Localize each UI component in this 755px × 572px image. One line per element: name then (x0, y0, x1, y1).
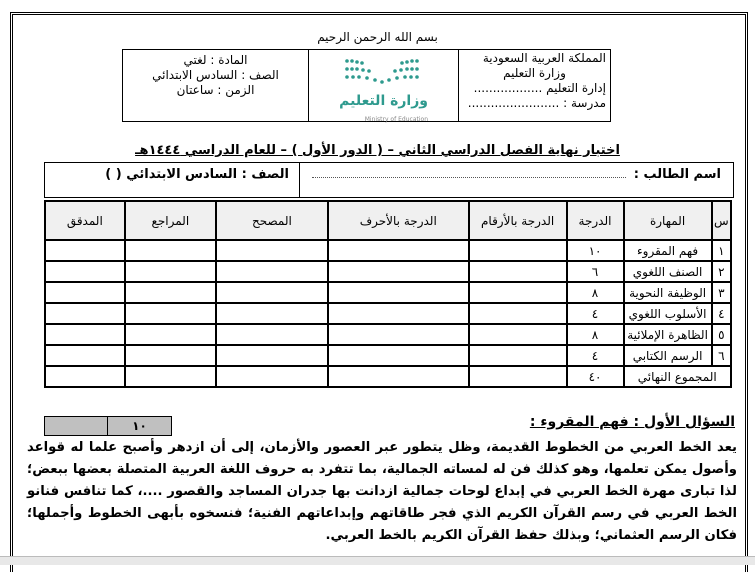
row-score-digits[interactable] (469, 282, 567, 303)
grades-row (45, 282, 731, 303)
student-name-blank[interactable] (312, 167, 626, 178)
row-skill: فهم المقروء (624, 240, 712, 261)
row-score-letters[interactable] (328, 303, 469, 324)
grades-row (45, 261, 731, 282)
row-corrector[interactable] (216, 282, 328, 303)
header-score-letters: الدرجة بالأحرف (328, 201, 469, 240)
row-number: ١ (712, 240, 731, 261)
header-number: س (712, 201, 731, 240)
question1-passage: يعد الخط العربي من الخطوط القديمة، وظل يتطور عبر العصور والأزمان، إلى أن ازدهر وأصبح علما له قواعد وأصول يمكن تعلمها، وهو كذلك فن له لمساته الجمالية، بما تتفرد به حروف اللغة العربية المتصلة بعضها ببعض؛ لذا تبارى مهرة الخط العربي في إبداع لوحات جمالية ازدانت بها جدران المساجد والقصور ....، كما تنافس فنانو الخط العربي في رسم القرآن الكريم الذي فجر طاقاتهم وإبداعاتهم الفنية؛ فنسخوه بأبهى الخطوط وأجملها؛ فكان الرسم العثماني؛ وبذلك حفظ القرآن الكريم بالخط العربي. (27, 440, 737, 543)
row-number: ٤ (712, 303, 731, 324)
row-corrector[interactable] (216, 345, 328, 366)
question1-score-blank[interactable] (45, 417, 107, 435)
row-max-score: ٤ (567, 345, 624, 366)
header-corrector: المصحح (216, 201, 328, 240)
row-max-score: ١٠ (567, 240, 624, 261)
student-name-field[interactable] (299, 163, 733, 197)
logo-arabic-text: وزارة التعليم (339, 93, 428, 109)
ministry-label: وزارة التعليم (503, 66, 566, 80)
row-skill: الظاهرة الإملائية (624, 324, 712, 345)
row-reviewer[interactable] (125, 324, 216, 345)
row-reviewer[interactable] (125, 303, 216, 324)
grades-row (45, 240, 731, 261)
exam-title: اختبار نهاية الفصل الدراسي الثاني – ( الدور الأول ) – للعام الدراسي ١٤٤٤هـ (135, 143, 620, 158)
grades-total-row (45, 366, 731, 387)
row-score-digits[interactable] (469, 345, 567, 366)
total-blank-cell[interactable] (216, 366, 328, 387)
question1-heading: السؤال الأول : فهم المقروء : (529, 414, 735, 430)
row-score-letters[interactable] (328, 282, 469, 303)
grades-row (45, 303, 731, 324)
row-checker[interactable] (45, 240, 125, 261)
row-corrector[interactable] (216, 303, 328, 324)
header-ministry-info (458, 50, 610, 121)
row-reviewer[interactable] (125, 240, 216, 261)
row-skill: الوظيفة النحوية (624, 282, 712, 303)
total-blank-cell[interactable] (328, 366, 469, 387)
row-score-digits[interactable] (469, 240, 567, 261)
question1-score-box (44, 416, 172, 436)
logo-dots-icon (337, 57, 427, 87)
row-score-letters[interactable] (328, 240, 469, 261)
student-info-box (44, 162, 734, 198)
row-max-score: ٤ (567, 303, 624, 324)
row-corrector[interactable] (216, 261, 328, 282)
total-blank-cell[interactable] (125, 366, 216, 387)
row-checker[interactable] (45, 261, 125, 282)
total-blank-cell[interactable] (45, 366, 125, 387)
row-max-score: ٨ (567, 324, 624, 345)
student-name-label: اسم الطالب : (633, 167, 721, 182)
row-score-letters[interactable] (328, 261, 469, 282)
bismillah: بسم الله الرحمن الرحيم (317, 30, 438, 44)
row-checker[interactable] (45, 345, 125, 366)
student-class-field[interactable]: الصف : السادس الابتدائي ( ) (105, 167, 289, 182)
row-checker[interactable] (45, 303, 125, 324)
row-skill: الأسلوب اللغوي (624, 303, 712, 324)
ministry-logo (308, 50, 458, 121)
row-score-digits[interactable] (469, 261, 567, 282)
row-checker[interactable] (45, 324, 125, 345)
row-score-letters[interactable] (328, 324, 469, 345)
row-reviewer[interactable] (125, 261, 216, 282)
header-checker: المدقق (45, 201, 125, 240)
subject-label: المادة : لغتي (183, 53, 248, 67)
question1-score: ١٠ (107, 417, 171, 435)
row-score-letters[interactable] (328, 345, 469, 366)
header-score-digits: الدرجة بالأرقام (469, 201, 567, 240)
education-dept-label: إدارة التعليم .................. (473, 81, 606, 95)
grade-label: الصف : السادس الابتدائي (152, 68, 279, 82)
header-subject-info (123, 50, 308, 121)
row-corrector[interactable] (216, 240, 328, 261)
row-number: ٥ (712, 324, 731, 345)
header-reviewer: المراجع (125, 201, 216, 240)
row-reviewer[interactable] (125, 282, 216, 303)
grades-row (45, 324, 731, 345)
header-score: الدرجة (567, 201, 624, 240)
total-score: ٤٠ (567, 366, 624, 387)
grades-header-row (45, 201, 731, 240)
row-number: ٦ (712, 345, 731, 366)
total-label: المجموع النهائي (624, 366, 732, 387)
header-skill: المهارة (624, 201, 712, 240)
row-skill: الصنف اللغوي (624, 261, 712, 282)
header-box (122, 49, 611, 122)
duration-label: الزمن : ساعتان (176, 83, 255, 97)
total-blank-cell[interactable] (469, 366, 567, 387)
grades-table (44, 200, 732, 388)
logo-english-text: Ministry of Education (364, 116, 428, 123)
row-checker[interactable] (45, 282, 125, 303)
row-score-digits[interactable] (469, 324, 567, 345)
row-skill: الرسم الكتابي (624, 345, 712, 366)
row-max-score: ٦ (567, 261, 624, 282)
row-corrector[interactable] (216, 324, 328, 345)
row-reviewer[interactable] (125, 345, 216, 366)
school-label: مدرسة : ........................ (467, 96, 606, 110)
country-label: المملكة العربية السعودية (482, 51, 606, 65)
row-score-digits[interactable] (469, 303, 567, 324)
row-max-score: ٨ (567, 282, 624, 303)
row-number: ٣ (712, 282, 731, 303)
row-number: ٢ (712, 261, 731, 282)
grades-row (45, 345, 731, 366)
